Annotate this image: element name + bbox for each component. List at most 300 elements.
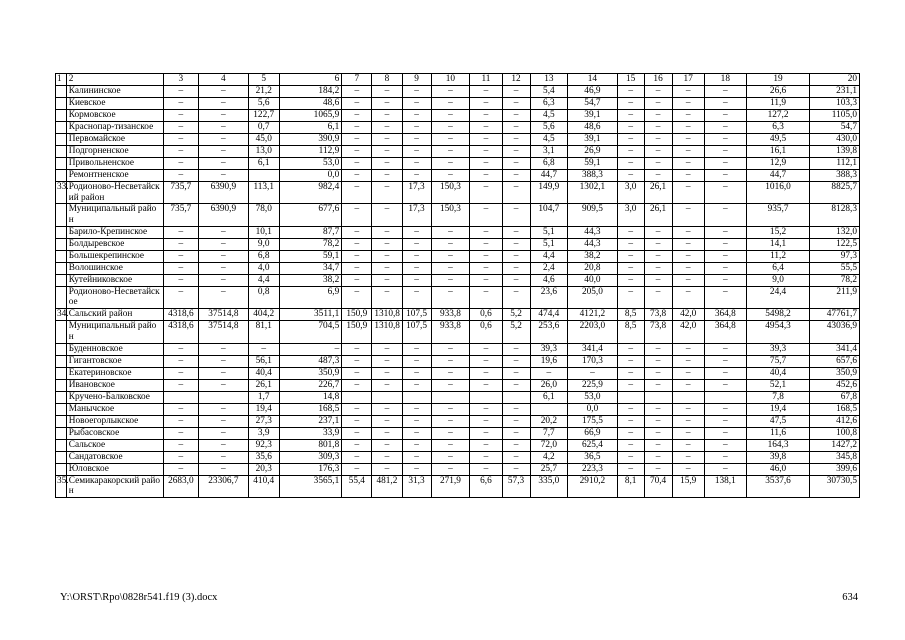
table-cell: –	[617, 134, 644, 146]
table-cell: 30730,5	[810, 475, 860, 497]
table-row	[56, 403, 860, 415]
table-cell	[56, 427, 67, 439]
table-cell: –	[372, 343, 402, 355]
table-cell: –	[470, 182, 502, 204]
table-cell: 78,0	[248, 204, 279, 226]
table-cell: 364,8	[704, 309, 746, 321]
table-cell: –	[704, 274, 746, 286]
table-cell: –	[470, 158, 502, 170]
table-cell: 5,2	[502, 321, 530, 343]
table-cell: 399,6	[810, 463, 860, 475]
table-cell	[56, 439, 67, 451]
table-cell: –	[502, 427, 530, 439]
table-cell: Волошинское	[66, 262, 163, 274]
table-cell: –	[617, 226, 644, 238]
table-cell: 44,7	[746, 170, 810, 182]
table-cell: 4,4	[248, 274, 279, 286]
table-cell: –	[402, 463, 431, 475]
table-cell: 1310,8	[372, 321, 402, 343]
table-cell: –	[402, 355, 431, 367]
table-cell: 13,0	[248, 146, 279, 158]
table-cell: –	[672, 439, 704, 451]
table-cell: –	[704, 379, 746, 391]
table-cell: 205,0	[568, 286, 618, 308]
table-cell: –	[502, 355, 530, 367]
table-cell: 168,5	[279, 403, 341, 415]
table-cell: –	[199, 451, 249, 463]
table-cell: 801,8	[279, 439, 341, 451]
table-cell: 66,9	[568, 427, 618, 439]
table-row	[56, 238, 860, 250]
table-cell: 3537,6	[746, 475, 810, 497]
table-cell: –	[402, 146, 431, 158]
table-cell: 6,1	[248, 158, 279, 170]
table-cell: Сальский район	[66, 309, 163, 321]
table-cell	[56, 226, 67, 238]
table-cell	[431, 391, 470, 403]
table-cell: –	[568, 367, 618, 379]
table-cell: –	[372, 463, 402, 475]
table-cell	[56, 122, 67, 134]
table-cell: –	[402, 110, 431, 122]
table-cell: 1	[56, 74, 67, 86]
table-cell	[56, 343, 67, 355]
table-cell: –	[644, 146, 672, 158]
table-cell: –	[402, 98, 431, 110]
table-cell: 37514,8	[199, 309, 249, 321]
table-cell: 19,4	[248, 403, 279, 415]
table-cell: 3,9	[248, 427, 279, 439]
table-cell: –	[672, 226, 704, 238]
table-cell: –	[342, 226, 372, 238]
table-cell: 42,0	[672, 309, 704, 321]
table-header-row	[56, 74, 860, 86]
table-cell: Первомайское	[66, 134, 163, 146]
table-cell: –	[617, 86, 644, 98]
table-cell: –	[470, 122, 502, 134]
table-cell: –	[672, 98, 704, 110]
table-cell: 13	[530, 74, 568, 86]
table-cell: 1427,2	[810, 439, 860, 451]
table-cell: –	[372, 158, 402, 170]
table-cell: –	[502, 110, 530, 122]
table-cell: –	[470, 262, 502, 274]
table-cell: 704,5	[279, 321, 341, 343]
table-cell: 15,2	[746, 226, 810, 238]
table-cell	[672, 391, 704, 403]
table-cell: 7	[342, 74, 372, 86]
table-cell	[56, 134, 67, 146]
table-cell: –	[502, 250, 530, 262]
table-row	[56, 86, 860, 98]
table-cell: –	[704, 226, 746, 238]
table-cell: 6,3	[530, 98, 568, 110]
table-row	[56, 475, 860, 497]
table-cell: –	[502, 262, 530, 274]
table-cell: 53,0	[279, 158, 341, 170]
table-cell: –	[644, 379, 672, 391]
table-cell: –	[704, 427, 746, 439]
table-cell: –	[372, 415, 402, 427]
table-cell: –	[672, 286, 704, 308]
table-cell: –	[372, 427, 402, 439]
table-cell: –	[199, 86, 249, 98]
table-cell: –	[672, 274, 704, 286]
table-cell	[502, 391, 530, 403]
table-cell: –	[644, 439, 672, 451]
table-cell: –	[199, 122, 249, 134]
table-cell: –	[431, 170, 470, 182]
table-cell: 982,4	[279, 182, 341, 204]
table-cell: 17,3	[402, 204, 431, 226]
table-cell: 223,3	[568, 463, 618, 475]
table-cell: –	[704, 262, 746, 274]
table-cell: 0,8	[248, 286, 279, 308]
table-cell: 122,7	[248, 110, 279, 122]
table-cell: –	[617, 355, 644, 367]
table-cell	[56, 415, 67, 427]
table-cell: –	[342, 158, 372, 170]
table-cell: –	[470, 427, 502, 439]
table-cell: 4318,6	[163, 309, 199, 321]
table-cell: –	[502, 343, 530, 355]
table-cell: –	[199, 238, 249, 250]
table-cell: 103,3	[810, 98, 860, 110]
table-cell: –	[372, 170, 402, 182]
table-cell: –	[470, 98, 502, 110]
table-cell: –	[704, 355, 746, 367]
table-cell: –	[402, 403, 431, 415]
table-cell: 8825,7	[810, 182, 860, 204]
table-cell: –	[199, 134, 249, 146]
table-cell: 150,9	[342, 309, 372, 321]
table-cell	[644, 391, 672, 403]
table-cell: 3511,1	[279, 309, 341, 321]
table-cell: –	[431, 226, 470, 238]
table-cell: –	[372, 451, 402, 463]
table-cell: –	[672, 170, 704, 182]
table-cell: –	[672, 86, 704, 98]
table-cell: 8,1	[617, 475, 644, 497]
table-cell: 5,6	[530, 122, 568, 134]
table-cell: 1310,8	[372, 309, 402, 321]
table-cell: –	[470, 451, 502, 463]
table-cell: –	[704, 439, 746, 451]
table-cell: –	[470, 415, 502, 427]
table-cell: 9,0	[746, 274, 810, 286]
table-cell: 20	[810, 74, 860, 86]
table-cell: 107,5	[402, 309, 431, 321]
table-cell: –	[644, 367, 672, 379]
table-cell: 6,1	[279, 122, 341, 134]
table-cell: –	[672, 427, 704, 439]
table-cell: –	[163, 122, 199, 134]
table-cell: –	[431, 415, 470, 427]
table-cell: –	[372, 226, 402, 238]
table-cell: –	[644, 262, 672, 274]
table-cell: –	[470, 170, 502, 182]
table-cell: –	[644, 134, 672, 146]
table-cell: 34.	[57, 309, 69, 320]
table-cell: –	[342, 146, 372, 158]
table-cell: –	[199, 98, 249, 110]
table-cell	[56, 367, 67, 379]
table-cell: 55,5	[810, 262, 860, 274]
table-cell: –	[672, 379, 704, 391]
table-cell: –	[163, 170, 199, 182]
table-cell	[56, 146, 67, 158]
table-cell: –	[644, 355, 672, 367]
table-cell: –	[470, 204, 502, 226]
table-cell: 8,5	[617, 309, 644, 321]
table-cell: –	[672, 122, 704, 134]
table-cell: 33,9	[279, 427, 341, 439]
table-cell: Кормовское	[66, 110, 163, 122]
table-cell: 19	[746, 74, 810, 86]
table-cell: –	[372, 122, 402, 134]
table-cell: –	[617, 415, 644, 427]
table-cell: –	[470, 367, 502, 379]
table-cell: 6,6	[470, 475, 502, 497]
table-cell: 735,7	[163, 182, 199, 204]
table-cell: –	[431, 274, 470, 286]
table-cell: 0,0	[279, 170, 341, 182]
table-cell: –	[163, 439, 199, 451]
table-cell: –	[342, 98, 372, 110]
table-cell: 253,6	[530, 321, 568, 343]
table-cell: 150,3	[431, 204, 470, 226]
table-cell: –	[163, 463, 199, 475]
table-cell: 5498,2	[746, 309, 810, 321]
table-cell: –	[372, 262, 402, 274]
table-cell: 5,1	[530, 226, 568, 238]
table-cell: 16	[644, 74, 672, 86]
table-cell: 15,9	[672, 475, 704, 497]
table-cell: –	[402, 122, 431, 134]
table-cell: 75,7	[746, 355, 810, 367]
table-cell: 8128,3	[810, 204, 860, 226]
table-cell: 677,6	[279, 204, 341, 226]
table-cell: –	[617, 110, 644, 122]
table-cell: –	[199, 463, 249, 475]
table-cell: 341,4	[568, 343, 618, 355]
table-cell: –	[342, 355, 372, 367]
table-cell: 56,1	[248, 355, 279, 367]
table-cell: 92,3	[248, 439, 279, 451]
table-cell: –	[672, 158, 704, 170]
table-cell: 5,6	[248, 98, 279, 110]
table-cell: 1065,9	[279, 110, 341, 122]
table-cell: 48,6	[568, 122, 618, 134]
table-cell: –	[704, 182, 746, 204]
table-cell: 104,7	[530, 204, 568, 226]
table-row	[56, 134, 860, 146]
table-cell: 12	[502, 74, 530, 86]
table-cell: –	[372, 439, 402, 451]
table-cell: –	[672, 110, 704, 122]
table-cell: 107,5	[402, 321, 431, 343]
table-row	[56, 146, 860, 158]
table-cell: –	[502, 226, 530, 238]
table-cell: Манычское	[66, 403, 163, 415]
table-cell: 112,1	[810, 158, 860, 170]
table-cell: 175,5	[568, 415, 618, 427]
table-cell: Болдыревское	[66, 238, 163, 250]
table-cell: –	[372, 146, 402, 158]
table-cell: –	[342, 343, 372, 355]
table-cell: 52,1	[746, 379, 810, 391]
table-cell: 1,7	[248, 391, 279, 403]
table-cell: –	[617, 463, 644, 475]
table-cell: –	[199, 403, 249, 415]
table-cell: Гигантовское	[66, 355, 163, 367]
table-cell: 35.	[56, 475, 67, 497]
table-cell: 10,1	[248, 226, 279, 238]
table-cell: –	[470, 379, 502, 391]
table-cell: –	[199, 110, 249, 122]
table-cell: –	[199, 415, 249, 427]
table-cell: 481,2	[372, 475, 402, 497]
table-cell: –	[431, 379, 470, 391]
table-cell: –	[617, 250, 644, 262]
table-cell: 18	[704, 74, 746, 86]
table-cell: 4954,3	[746, 321, 810, 343]
table-cell: 23306,7	[199, 475, 249, 497]
table-cell: 4,2	[530, 451, 568, 463]
table-cell: –	[617, 451, 644, 463]
table-cell: –	[502, 451, 530, 463]
table-cell: 26,6	[746, 86, 810, 98]
table-cell: –	[431, 158, 470, 170]
table-cell: 5,4	[530, 86, 568, 98]
table-cell: 0,0	[568, 403, 618, 415]
table-cell: –	[342, 415, 372, 427]
table-cell: –	[644, 170, 672, 182]
table-cell: –	[502, 86, 530, 98]
table-cell: 176,3	[279, 463, 341, 475]
table-cell: 364,8	[704, 321, 746, 343]
table-row	[56, 274, 860, 286]
table-cell: –	[372, 134, 402, 146]
table-cell: –	[163, 355, 199, 367]
table-cell: –	[372, 403, 402, 415]
table-cell: –	[644, 427, 672, 439]
table-cell	[56, 403, 67, 415]
table-cell: 36,5	[568, 451, 618, 463]
table-cell: –	[617, 403, 644, 415]
table-cell: 34,7	[279, 262, 341, 274]
table-cell: 20,2	[530, 415, 568, 427]
table-cell: Семикаракорский район	[66, 475, 163, 497]
table-cell: –	[644, 274, 672, 286]
table-row	[56, 355, 860, 367]
table-cell: 150,9	[342, 321, 372, 343]
table-cell: 23,6	[530, 286, 568, 308]
table-cell: –	[704, 286, 746, 308]
table-cell: –	[704, 158, 746, 170]
table-cell: 6,8	[530, 158, 568, 170]
table-cell: –	[617, 379, 644, 391]
table-cell: 7,8	[746, 391, 810, 403]
table-cell: 26,0	[530, 379, 568, 391]
table-cell: –	[163, 343, 199, 355]
table-cell: –	[163, 367, 199, 379]
table-cell: –	[431, 403, 470, 415]
table-cell: 39,3	[530, 343, 568, 355]
table-cell: Муниципальный район	[66, 204, 163, 226]
table-cell: 487,3	[279, 355, 341, 367]
table-cell: –	[502, 238, 530, 250]
table-cell: 430,0	[810, 134, 860, 146]
table-cell: 19,6	[530, 355, 568, 367]
table-cell: –	[342, 379, 372, 391]
table-cell	[163, 391, 199, 403]
table-row	[56, 427, 860, 439]
table-cell: –	[431, 98, 470, 110]
table-cell: 350,9	[810, 367, 860, 379]
table-cell: –	[672, 463, 704, 475]
table-cell: –	[672, 262, 704, 274]
table-cell: 78,2	[279, 238, 341, 250]
table-cell: –	[342, 262, 372, 274]
table-cell: 225,9	[568, 379, 618, 391]
table-cell: 3,0	[617, 204, 644, 226]
table-cell: –	[644, 226, 672, 238]
table-cell: 138,1	[704, 475, 746, 497]
table-row	[56, 262, 860, 274]
table-cell: 4	[199, 74, 249, 86]
table-cell: –	[470, 286, 502, 308]
table-cell	[56, 204, 67, 226]
table-cell: –	[704, 250, 746, 262]
table-cell: –	[163, 379, 199, 391]
table-cell: –	[199, 226, 249, 238]
table-cell: 735,7	[163, 204, 199, 226]
table-cell: –	[470, 86, 502, 98]
table-cell: –	[372, 98, 402, 110]
table-cell: Кручено-Балковское	[66, 391, 163, 403]
table-cell: –	[502, 379, 530, 391]
table-cell: –	[530, 367, 568, 379]
table-cell	[56, 286, 67, 308]
table-cell: –	[431, 355, 470, 367]
table-cell: –	[342, 182, 372, 204]
table-cell: –	[372, 250, 402, 262]
table-cell: Буденновское	[66, 343, 163, 355]
table-cell: –	[704, 204, 746, 226]
table-cell: 237,1	[279, 415, 341, 427]
table-cell: 388,3	[568, 170, 618, 182]
data-table	[55, 73, 860, 498]
table-cell: –	[644, 122, 672, 134]
table-cell: 4,5	[530, 110, 568, 122]
table-cell: –	[502, 274, 530, 286]
table-cell: Родионово-Несветайское	[66, 286, 163, 308]
table-cell: 8,5	[617, 321, 644, 343]
table-cell: –	[163, 415, 199, 427]
table-cell: –	[163, 110, 199, 122]
table-cell: –	[502, 403, 530, 415]
table-cell: 4121,2	[568, 309, 618, 321]
table-cell: 25,7	[530, 463, 568, 475]
table-cell: –	[617, 343, 644, 355]
table-cell: –	[672, 451, 704, 463]
table-cell	[56, 451, 67, 463]
table-cell: 54,7	[810, 122, 860, 134]
table-cell: –	[470, 439, 502, 451]
table-cell: 226,7	[279, 379, 341, 391]
table-cell: 412,6	[810, 415, 860, 427]
